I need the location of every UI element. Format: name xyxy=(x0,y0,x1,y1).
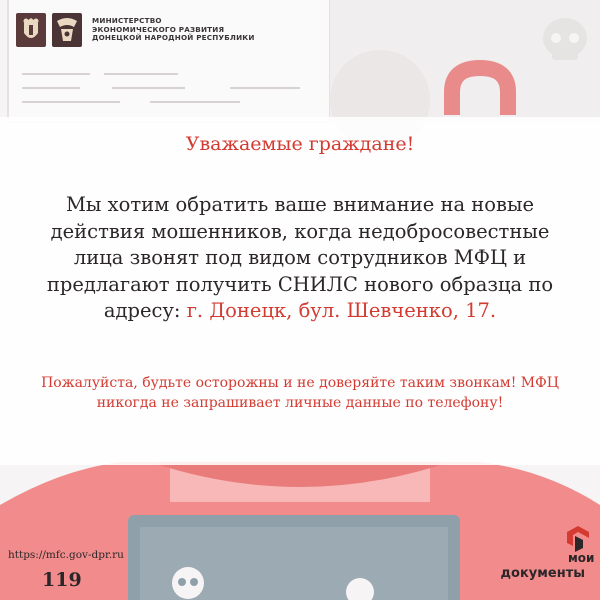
ministry-line: ДОНЕЦКОЙ НАРОДНОЙ РЕСПУБЛИКИ xyxy=(92,33,255,43)
ministry-name xyxy=(92,17,255,43)
phone-number: 119 xyxy=(42,569,82,591)
warning-message: Пожалуйста, будьте осторожны и не доверяйте таким звонкам! МФЦ никогда не запрашивает личные данные по телефону! xyxy=(41,375,559,411)
main-message-text: Мы хотим обратить ваше внимание на новые действия мошенников, когда недобросовестные лица звонят под видом сотрудников МФЦ и предлагают получить СНИЛС нового образца по адресу: xyxy=(46,193,554,322)
laptop-icon xyxy=(128,515,460,600)
moi-dokumenty-logo xyxy=(490,522,595,592)
ministry-header xyxy=(16,10,255,50)
logo-text-dokumenty: документы xyxy=(500,566,585,581)
address-text: г. Донецк, бул. Шевченко, 17. xyxy=(186,299,497,322)
main-message xyxy=(24,192,576,325)
moi-dokumenty-logo-icon xyxy=(567,526,589,552)
logo-text-moi: мои xyxy=(568,551,595,565)
greeting-heading: Уважаемые граждане! xyxy=(185,133,415,155)
website-url[interactable]: https://mfc.gov-dpr.ru xyxy=(8,549,124,561)
ministry-line: ЭКОНОМИЧЕСКОГО РАЗВИТИЯ xyxy=(92,24,225,34)
emblem-icon xyxy=(52,13,82,47)
ministry-line: МИНИСТЕРСТВО xyxy=(92,16,162,26)
coat-of-arms-icon xyxy=(16,13,46,47)
